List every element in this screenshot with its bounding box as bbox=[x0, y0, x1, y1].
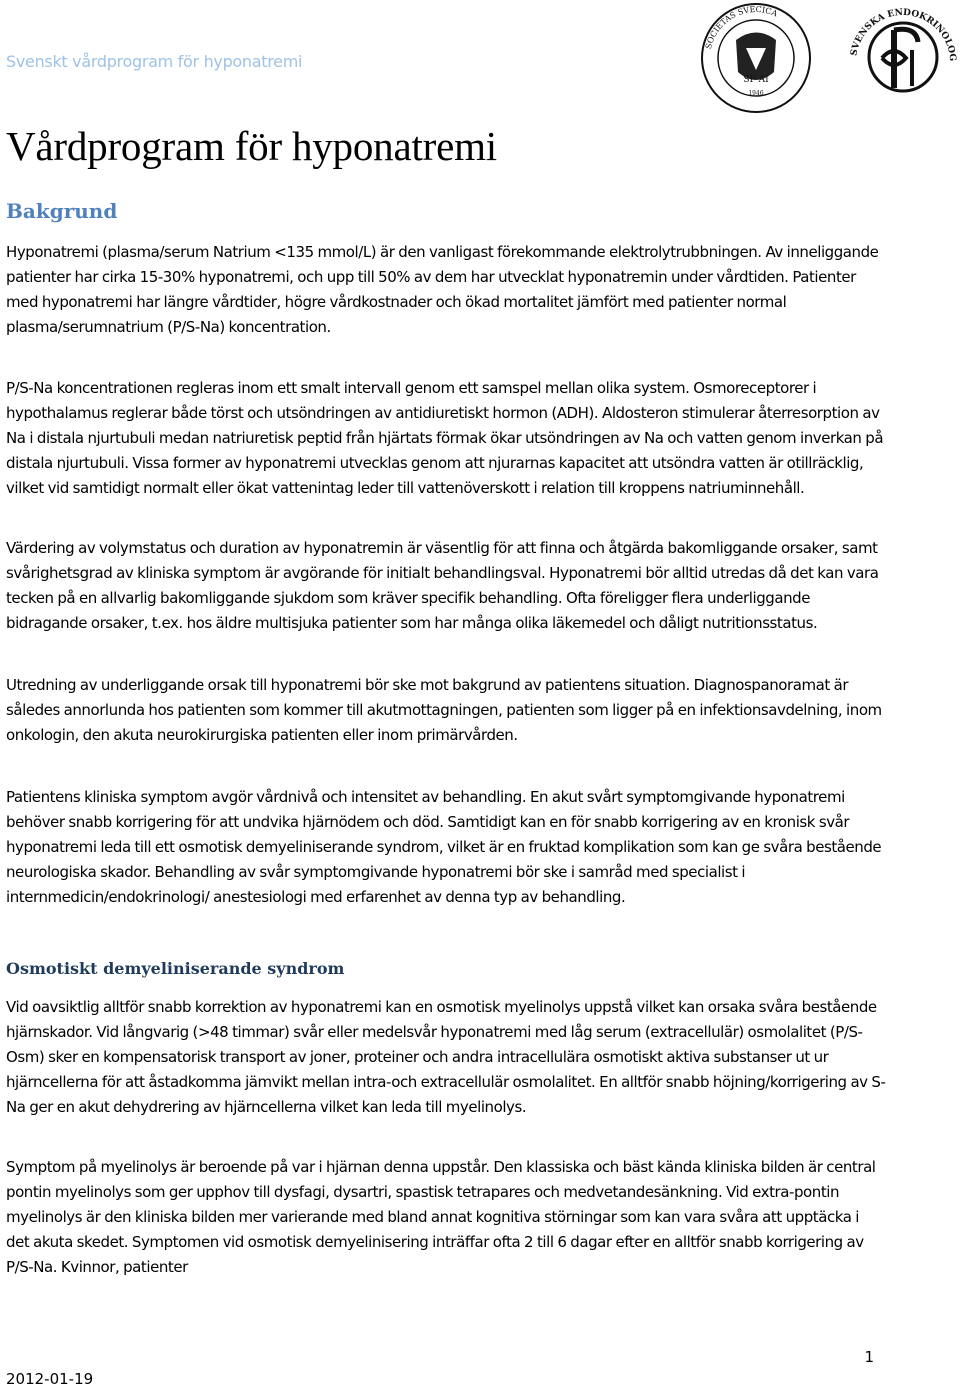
svg-text:1946: 1946 bbox=[748, 90, 764, 97]
svg-text:SF AI: SF AI bbox=[743, 75, 769, 85]
paragraph: Vid oavsiktlig alltför snabb korrektion av hyponatremi kan en osmotisk myelinolys uppstå vilket kan orsaka svåra bestående hjärnskador. Vid långvarig (>48 timmar) svår eller medelsvår hyponatremi med låg serum (extracellulär) osmolalitet (P/S-Osm) sker en kompensatorisk transport av joner, proteiner och andra intracellulära osmotiskt aktiva substanser ut ur hjärncellerna för att åstadkomma jämvikt mellan intra-och extracellulär osmolalitet. En alltför snabb höjning/korrigering av S-Na ger en akut dehydrering av hjärncellerna vilket kan leda till myelinolys. bbox=[6, 998, 886, 1116]
footer-date: 2012-01-19 bbox=[6, 1370, 94, 1388]
section-heading-bakgrund: Bakgrund bbox=[6, 199, 118, 223]
running-header: Svenskt vårdprogram för hyponatremi bbox=[6, 52, 303, 71]
page-number: 1 bbox=[864, 1348, 874, 1366]
paragraph: P/S-Na koncentrationen regleras inom ett smalt intervall genom ett samspel mellan olika system. Osmoreceptorer i hypothalamus reglerar både törst och utsöndringen av antidiuretiskt hormon (ADH). Aldosteron stimulerar återresorption av Na i distala njurtubuli medan natriuretisk peptid från hjärtats förmak ökar utsöndringen av Na och vatten genom inverkan på distala njurtubuli. Vissa former av hyponatremi utvecklas genom att njurarnas kapacitet att utsöndra vatten är otillräcklig, vilket vid samtidigt normalt eller ökat vattenintag leder till vattenöverskott i relation till kroppens natriuminnehåll. bbox=[6, 379, 884, 497]
paragraph: Hyponatremi (plasma/serum Natrium <135 mmol/L) är den vanligast förekommande elektrolytrubbningen. Av inneliggande patienter har cirka 15-30% hyponatremi, och upp till 50% av dem har utvecklat hyponatremin under vårdtiden. Patienter med hyponatremi har längre vårdtider, högre vårdkostnader och ökad mortalitet jämfört med patienter normal plasma/serumnatrium (P/S-Na) koncentration. bbox=[6, 243, 879, 336]
paragraph: Värdering av volymstatus och duration av hyponatremin är väsentlig för att finna och åtgärda bakomliggande orsaker, samt svårighetsgrad av kliniska symptom är avgörande för initialt behandlingsval. Hyponatremi bör alltid utredas då det kan vara tecken på en allvarlig bakomliggande sjukdom som kräver specifik behandling. Ofta föreligger flera underliggande bidragande orsaker, t.ex. hos äldre multisjuka patienter som har många olika läkemedel och dåligt nutritionsstatus. bbox=[6, 539, 879, 632]
paragraph: Utredning av underliggande orsak till hyponatremi bör ske mot bakgrund av patientens situation. Diagnospanoramat är således annorlunda hos patienten som kommer till akutmottagningen, patienten som ligger på en infektionsavdelning, inom onkologin, den akuta neurokirurgiska patienten eller inom primärvården. bbox=[6, 676, 882, 744]
paragraph: Symptom på myelinolys är beroende på var i hjärnan denna uppstår. Den klassiska och bäst kända kliniska bilden är central pontin myelinolys som ger upphov till dysfagi, dysartri, spastisk tetrapares och medvetandesänkning. Vid extra-pontin myelinolys är den kliniska bilden mer varierande med bland annat kognitiva störningar som kan vara svåra att upptäcka i det akuta skedet. Symptomen vid osmotisk demyelinisering inträffar ofta 2 till 6 dagar efter en alltför snabb korrigering av P/S-Na. Kvinnor, patienter bbox=[6, 1158, 876, 1276]
sfai-seal-logo bbox=[696, 0, 816, 116]
paragraph: Patientens kliniska symptom avgör vårdnivå och intensitet av behandling. En akut svårt symptomgivande hyponatremi behöver snabb korrigering för att undvika hjärnödem och död. Samtidigt kan en för snabb korrigering av en kronisk svår hyponatremi leda till ett osmotisk demyeliniserande syndrom, vilket är en fruktad komplikation som kan ge svåra bestående neurologiska skador. Behandling av svår symptomgivande hyponatremi bör ske i samråd med specialist i internmedicin/endokrinologi/ anestesiologi med erfarenhet av denna typ av behandling. bbox=[6, 788, 882, 906]
document-title: Vårdprogram för hyponatremi bbox=[6, 123, 497, 169]
svg-text:SOCIETAS SVECICA: SOCIETAS SVECICA bbox=[703, 4, 779, 50]
section-heading-osmotiskt: Osmotiskt demyeliniserande syndrom bbox=[6, 959, 345, 978]
endocrinology-society-logo bbox=[846, 0, 960, 114]
svg-text:SVENSKA ENDOKRINOLOG: SVENSKA ENDOKRINOLOG bbox=[849, 7, 958, 62]
